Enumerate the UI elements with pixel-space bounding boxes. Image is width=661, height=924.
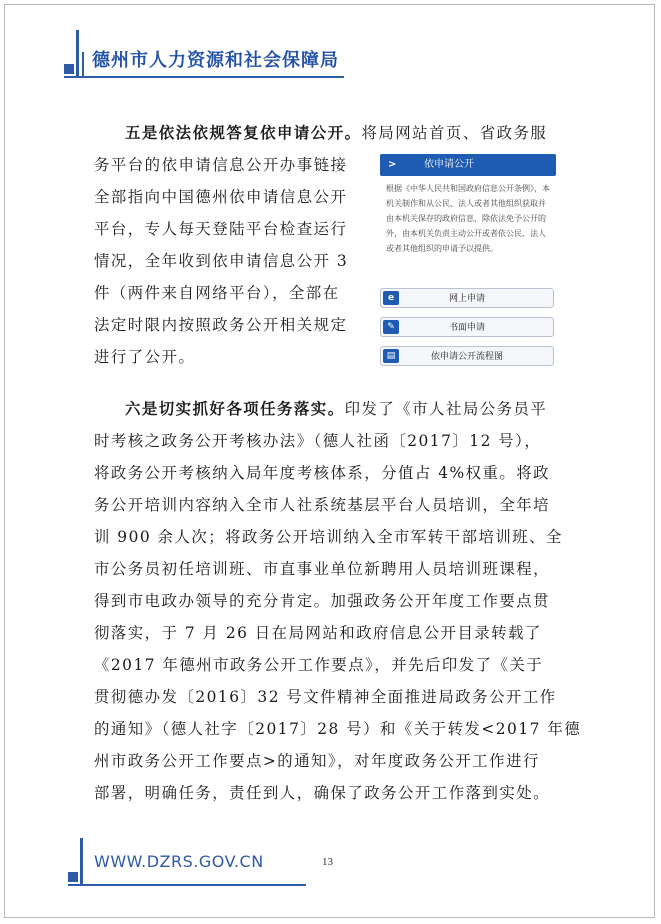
form-icon: ✎ <box>383 320 399 334</box>
section6-line: 部署，明确任务，责任到人，确保了政务公开工作落到实处。 <box>94 784 551 802</box>
section5-lead: 五是依法依规答复依申请公开。 <box>125 124 362 142</box>
panel-title: 依申请公开 <box>424 159 474 170</box>
section6-line: 贯彻德办发〔2016〕32 号文件精神全面推进局政务公开工作 <box>94 688 557 706</box>
section6-lead: 六是切实抓好各项任务落实。 <box>125 400 345 418</box>
section6-line: 务公开培训内容纳入全市人社系统基层平台人员培训，全年培 <box>94 496 551 514</box>
section5-line: 平台，专人每天登陆平台检查运行 <box>94 220 348 238</box>
section5-line: 进行了公开。 <box>94 348 196 366</box>
flowchart-button[interactable] <box>380 346 554 366</box>
section5-line: 法定时限内按照政务公开相关规定 <box>94 316 348 334</box>
section5-line: 情况，全年收到依申请信息公开 3 <box>94 252 349 270</box>
online-apply-button[interactable] <box>380 288 554 308</box>
panel-description: 根据《中华人民共和国政府信息公开条例》，本机关制作和从公民、法人或者其他组织获取并由本机关保存的政府信息，除依法免予公开的外，由本机关负责主动公开或者依公民、法人或者其他组织的申请予以提供。 <box>386 184 550 253</box>
section5-line-1 <box>94 117 547 149</box>
chevron-right-icon: > <box>388 159 397 170</box>
header-decoration-bar <box>76 30 79 76</box>
document-icon: ▤ <box>383 349 399 363</box>
footer-decoration-square <box>68 872 78 882</box>
section6-paragraph <box>94 393 581 809</box>
button-label: 依申请公开流程图 <box>430 352 503 362</box>
footer-underline <box>68 884 306 886</box>
section6-line: 训 900 余人次；将政务公开培训纳入全市军转干部培训班、全 <box>94 528 563 546</box>
section6-line: 《2017 年德州市政务公开工作要点》，并先后印发了《关于 <box>94 656 544 674</box>
section6-line: 将政务公开考核纳入局年度考核体系，分值占 4%权重。将政 <box>94 464 551 482</box>
header-title: 德州市人力资源和社会保障局 <box>92 50 339 71</box>
apply-disclosure-panel <box>380 154 556 370</box>
ie-icon: e <box>383 291 399 305</box>
section6-line-1-rest: 印发了《市人社局公务员平 <box>344 400 548 418</box>
footer-decoration-bar <box>80 838 83 884</box>
section6-line: 的通知》（德人社字〔2017〕28 号）和《关于转发<2017 年德 <box>94 720 582 738</box>
button-label: 网上申请 <box>448 294 485 304</box>
page-number: 13 <box>322 856 333 868</box>
footer-url[interactable]: WWW.DZRS.GOV.CN <box>94 852 264 871</box>
section6-line: 时考核之政务公开考核办法》（德人社函〔2017〕12 号）， <box>94 432 542 450</box>
button-label: 书面申请 <box>448 323 485 333</box>
written-apply-button[interactable] <box>380 317 554 337</box>
section6-line: 得到市电政办领导的充分肯定。加强政务公开年度工作要点贯 <box>94 592 551 610</box>
section5-line-1-rest: 将局网站首页、省政务服 <box>361 124 548 142</box>
section6-line: 州市政务公开工作要点>的通知》，对年度政务公开工作进行 <box>94 752 540 770</box>
section5-line: 全部指向中国德州依申请信息公开 <box>94 188 348 206</box>
section5-line: 务平台的依申请信息公开办事链接 <box>94 156 348 174</box>
header-decoration-bar-2 <box>82 52 84 78</box>
header-decoration-square <box>64 64 74 74</box>
section6-line-1 <box>94 393 581 425</box>
panel-header[interactable] <box>380 154 556 176</box>
section6-line: 彻落实，于 7 月 26 日在局网站和政府信息公开目录转载了 <box>94 624 542 642</box>
header-underline <box>64 76 344 78</box>
section5-line: 件（两件来自网络平台），全部在 <box>94 284 340 302</box>
section6-line: 市公务员初任培训班、市直事业单位新聘用人员培训班课程， <box>94 560 551 578</box>
